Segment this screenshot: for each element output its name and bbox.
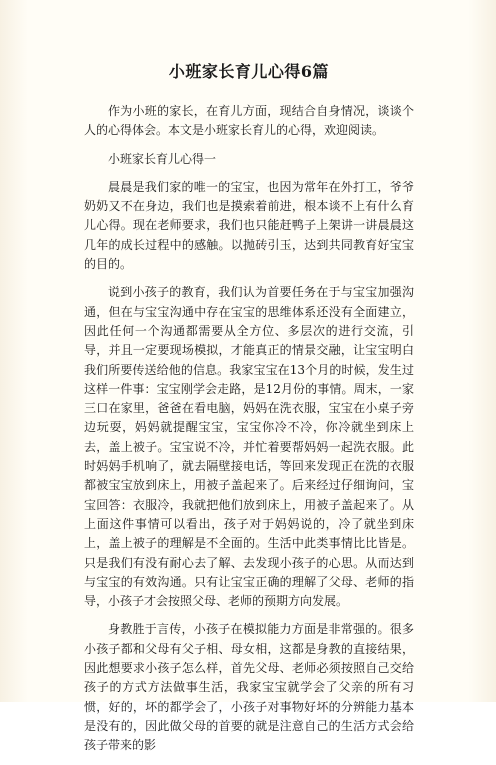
body-paragraph: 晨晨是我们家的唯一的宝宝，也因为常年在外打工，爷爷奶奶又不在身边，我们也是摸索着前进，根本谈不上有什么育儿心得。现在老师要求，我们也只能赶鸭子上架讲一讲晨晨这几年的成长过程中的感触。以抛砖引玉，达到共同教育好宝宝的目的。 bbox=[84, 179, 414, 272]
body-paragraph: 身教胜于言传，小孩子在模拟能力方面是非常强的。很多小孩子都和父母有父子相、母女相，这都是身教的直接结果，因此想要求小孩子怎么样，首先父母、老师必须按照自己交给孩子的方式方法做事生活，我家宝宝就学会了父亲的所有习惯，好的，坏的都学会了，小孩子对事物好坏的分辨能力基本是没有的，因此做父母的首要的就是注意自己的生活方式会给孩子带来的影 bbox=[84, 622, 414, 753]
intro-paragraph: 作为小班的家长，在育儿方面，现结合自身情况，谈谈个人的心得体会。本文是小班家长育儿的心得，欢迎阅读。 bbox=[84, 104, 414, 138]
section-heading: 小班家长育儿心得一 bbox=[108, 151, 217, 166]
document-body bbox=[84, 60, 414, 765]
document-title: 小班家长育儿心得6篇 bbox=[168, 62, 330, 81]
body-paragraph: 说到小孩子的教育，我们认为首要任务在于与宝宝加强沟通，但在与宝宝沟通中存在宝宝的思维体系还没有全面建立，因此任何一个沟通都需要从全方位、多层次的进行交流，引导，并且一定要现场模拟，才能真正的情景交融，让宝宝明白我们所要传送给他的信息。我家宝宝在13个月的时候，发生过这样一件事：宝宝刚学会走路，是12月份的事情。周末，一家三口在家里，爸爸在看电脑，妈妈在洗衣服，宝宝在小桌子旁边玩耍，妈妈就提醒宝宝，宝宝你冷不冷，你冷就坐到床上去，盖上被子。宝宝说不冷，并忙着要帮妈妈一起洗衣服。此时妈妈手机响了，就去隔壁接电话，等回来发现正在洗的衣服都被宝宝放到床上，用被子盖起来了。后来经过仔细询问，宝宝回答：衣服冷，我就把他们放到床上，用被子盖起来了。从上面这件事情可以看出，孩子对于妈妈说的，冷了就坐到床上，盖上被子的理解是不全面的。生活中此类事情比比皆是。只是我们有没有耐心去了解、去发现小孩子的心思。从而达到与宝宝的有效沟通。只有让宝宝正确的理解了父母、老师的指导，小孩子才会按照父母、老师的预期方向发展。 bbox=[84, 285, 414, 609]
